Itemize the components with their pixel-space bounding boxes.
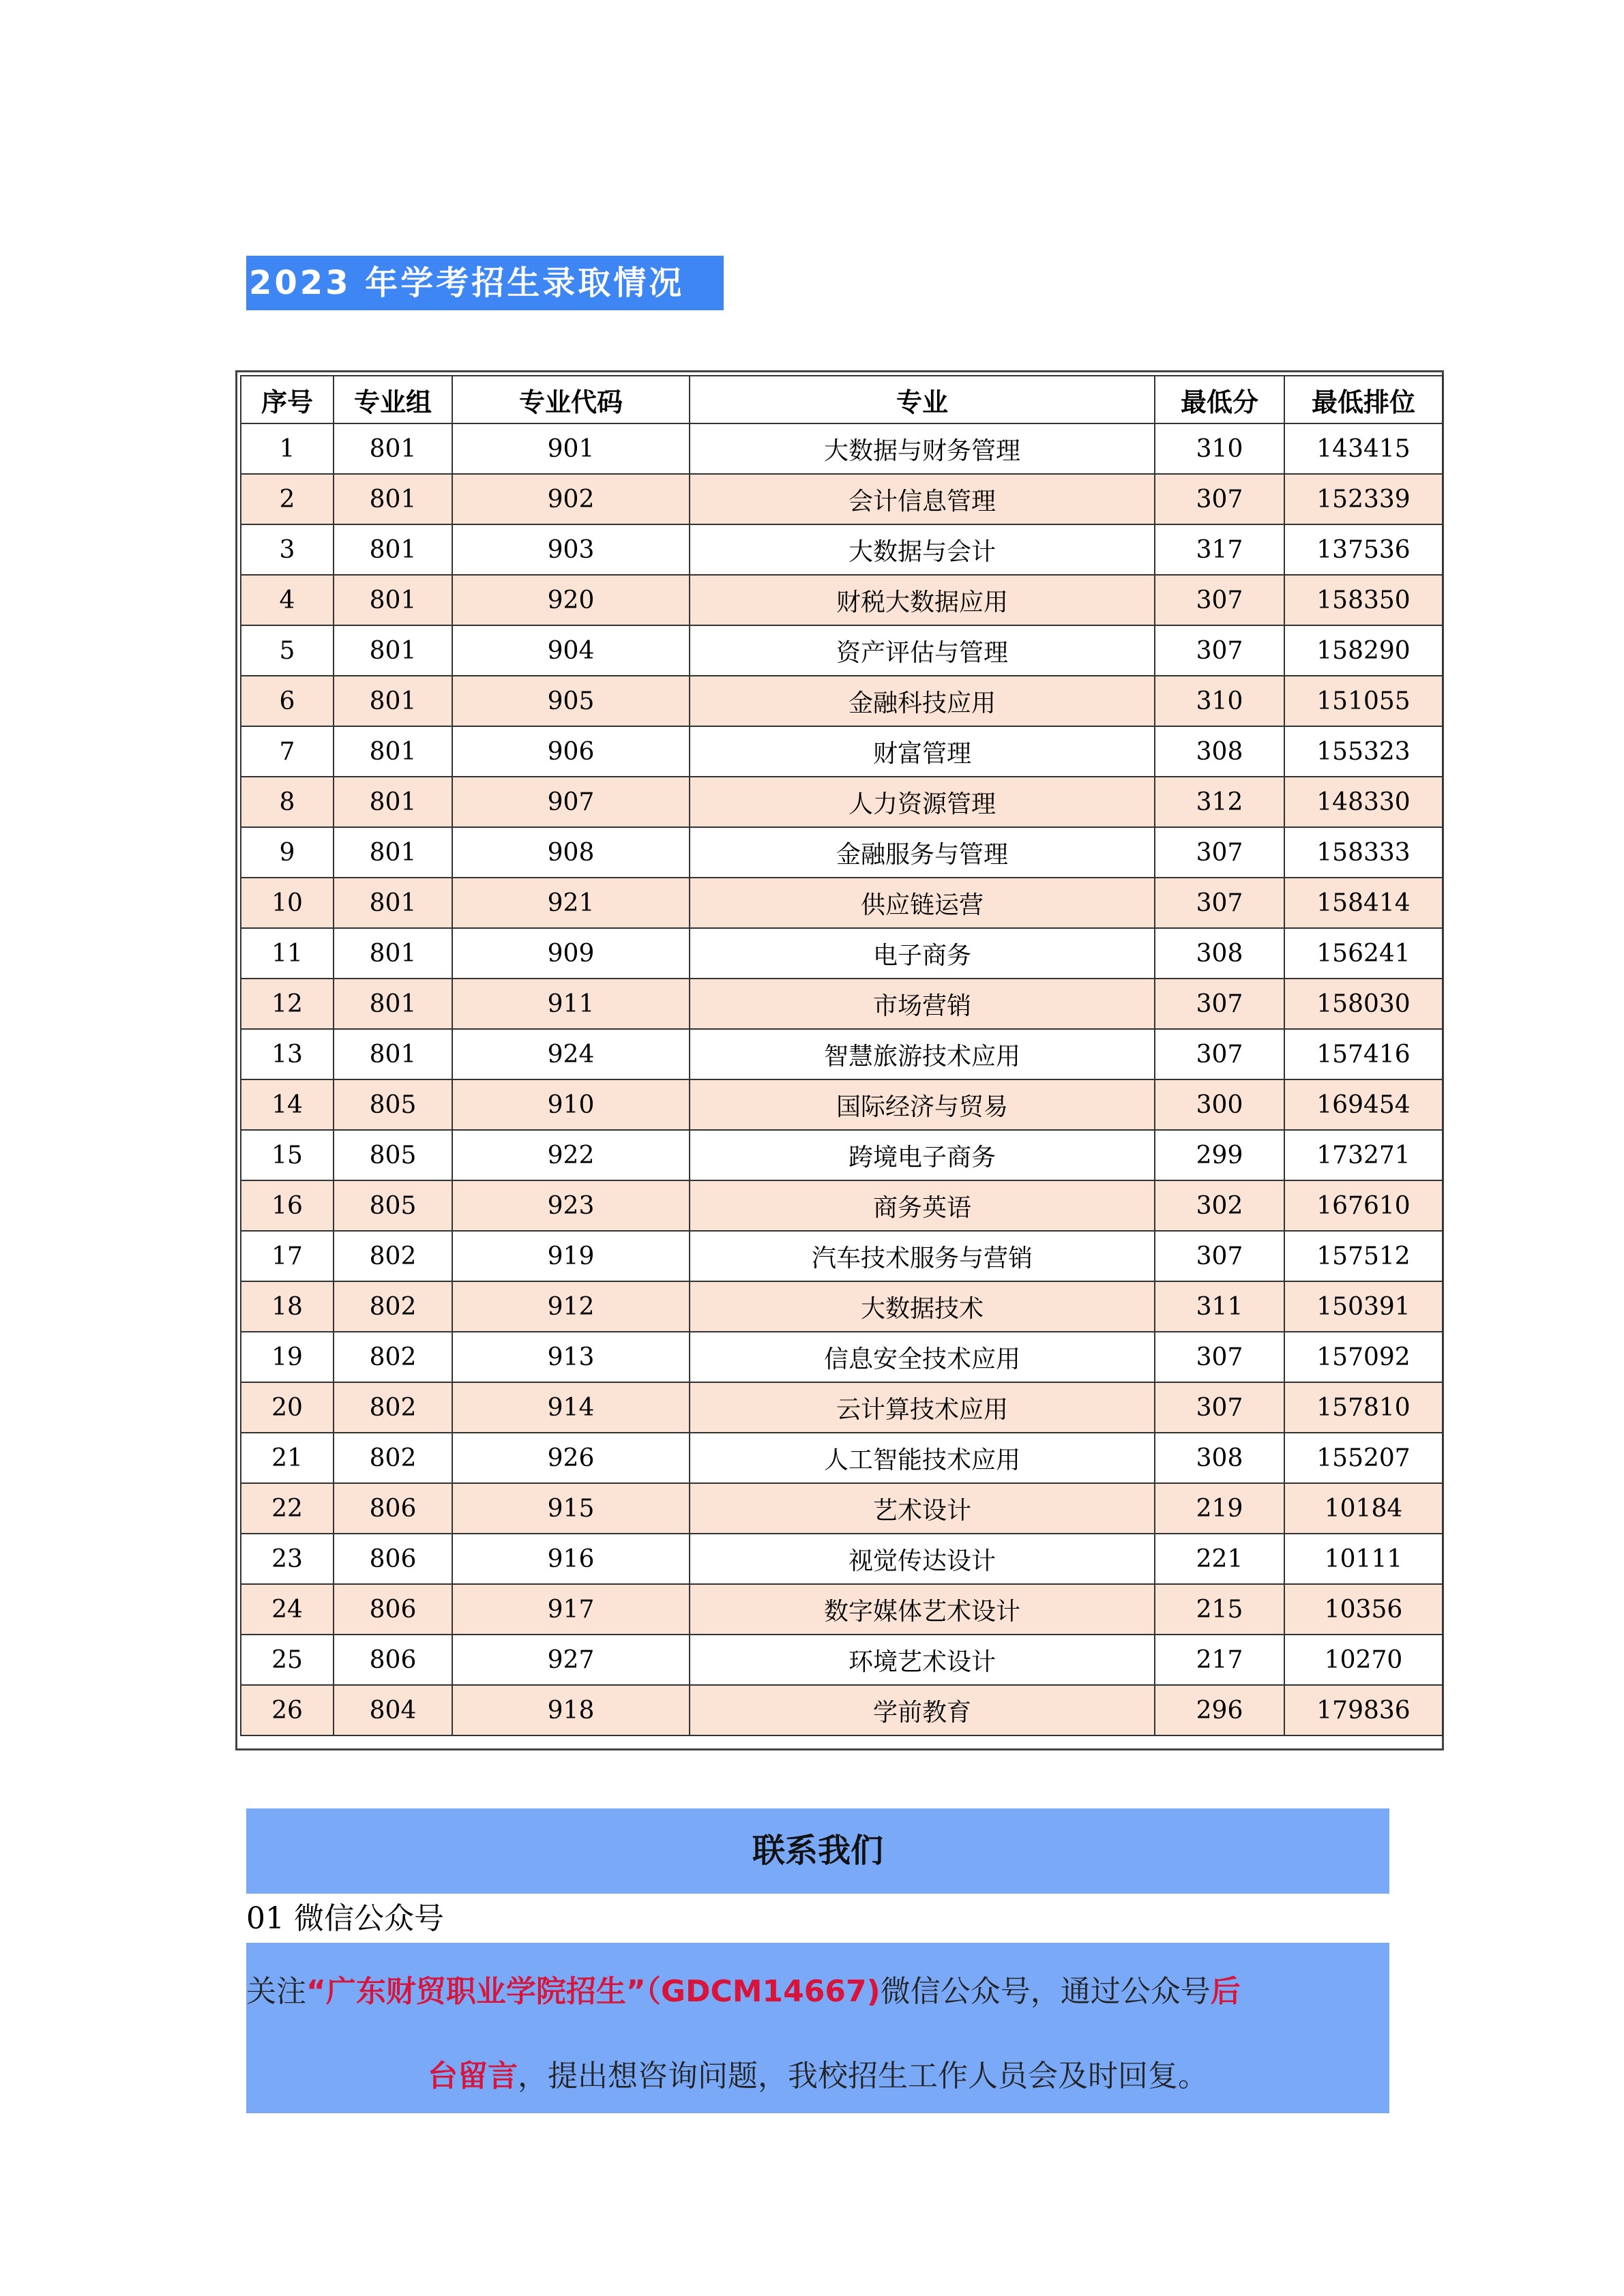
header-min-score: 最低分 (1155, 376, 1284, 423)
cell-major: 人工智能技术应用 (690, 1433, 1155, 1483)
cell-min-rank: 156241 (1284, 928, 1443, 979)
cell-group: 801 (334, 524, 452, 575)
cell-min-rank: 157416 (1284, 1029, 1443, 1079)
cell-major: 商务英语 (690, 1180, 1155, 1231)
section-title: 2023 年学考招生录取情况 (246, 256, 724, 310)
cell-index: 22 (241, 1483, 334, 1534)
cell-index: 23 (241, 1534, 334, 1584)
cell-major: 人力资源管理 (690, 777, 1155, 827)
cell-min-rank: 158350 (1284, 575, 1443, 625)
cell-major: 大数据与财务管理 (690, 423, 1155, 474)
cell-code: 902 (452, 474, 690, 524)
cell-index: 2 (241, 474, 334, 524)
table-row (241, 1382, 1443, 1433)
cell-major: 财富管理 (690, 726, 1155, 777)
cell-major: 大数据与会计 (690, 524, 1155, 575)
cell-index: 6 (241, 676, 334, 726)
admission-table-container (235, 370, 1444, 1750)
cell-major: 金融科技应用 (690, 676, 1155, 726)
cell-code: 916 (452, 1534, 690, 1584)
cell-min-score: 311 (1155, 1281, 1284, 1332)
cell-major: 云计算技术应用 (690, 1382, 1155, 1433)
cell-min-score: 307 (1155, 1382, 1284, 1433)
cell-code: 910 (452, 1079, 690, 1130)
cell-major: 跨境电子商务 (690, 1130, 1155, 1180)
cell-group: 801 (334, 625, 452, 676)
header-index: 序号 (241, 376, 334, 423)
cell-code: 913 (452, 1332, 690, 1382)
cell-major: 数字媒体艺术设计 (690, 1584, 1155, 1635)
cell-code: 927 (452, 1635, 690, 1685)
cell-code: 924 (452, 1029, 690, 1079)
table-row (241, 676, 1443, 726)
header-group: 专业组 (334, 376, 452, 423)
cell-index: 1 (241, 423, 334, 474)
cell-min-score: 307 (1155, 1231, 1284, 1281)
cell-min-rank: 150391 (1284, 1281, 1443, 1332)
cell-major: 供应链运营 (690, 878, 1155, 928)
cell-index: 15 (241, 1130, 334, 1180)
table-row (241, 625, 1443, 676)
table-row (241, 777, 1443, 827)
table-row (241, 474, 1443, 524)
cell-code: 911 (452, 979, 690, 1029)
cell-code: 921 (452, 878, 690, 928)
cell-major: 艺术设计 (690, 1483, 1155, 1534)
cell-group: 802 (334, 1231, 452, 1281)
cell-code: 923 (452, 1180, 690, 1231)
cell-min-rank: 10356 (1284, 1584, 1443, 1635)
cell-major: 资产评估与管理 (690, 625, 1155, 676)
wechat-info-box (246, 1943, 1389, 2113)
table-row (241, 1130, 1443, 1180)
cell-min-score: 310 (1155, 423, 1284, 474)
table-row (241, 1483, 1443, 1534)
cell-group: 802 (334, 1382, 452, 1433)
cell-group: 801 (334, 1029, 452, 1079)
cell-min-score: 307 (1155, 1332, 1284, 1382)
cell-major: 电子商务 (690, 928, 1155, 979)
table-row (241, 575, 1443, 625)
cell-code: 903 (452, 524, 690, 575)
cell-code: 909 (452, 928, 690, 979)
table-body (241, 423, 1443, 1735)
table-row (241, 1433, 1443, 1483)
cell-code: 920 (452, 575, 690, 625)
cell-code: 907 (452, 777, 690, 827)
cell-min-score: 215 (1155, 1584, 1284, 1635)
table-row (241, 1332, 1443, 1382)
cell-index: 10 (241, 878, 334, 928)
cell-group: 802 (334, 1433, 452, 1483)
cell-min-rank: 155207 (1284, 1433, 1443, 1483)
cell-code: 926 (452, 1433, 690, 1483)
cell-group: 801 (334, 726, 452, 777)
cell-major: 信息安全技术应用 (690, 1332, 1155, 1382)
cell-major: 智慧旅游技术应用 (690, 1029, 1155, 1079)
cell-group: 806 (334, 1534, 452, 1584)
cell-min-score: 307 (1155, 575, 1284, 625)
account-name: “广东财贸职业学院招生” (306, 1974, 646, 2009)
table-row (241, 1180, 1443, 1231)
table-row (241, 1534, 1443, 1584)
wechat-subheading: 01 微信公众号 (246, 1901, 444, 1936)
cell-min-rank: 137536 (1284, 524, 1443, 575)
admission-table (240, 375, 1443, 1736)
highlight-backend-1: 后 (1210, 1974, 1241, 2009)
cell-group: 805 (334, 1180, 452, 1231)
cell-major: 环境艺术设计 (690, 1635, 1155, 1685)
cell-index: 24 (241, 1584, 334, 1635)
cell-index: 21 (241, 1433, 334, 1483)
cell-index: 25 (241, 1635, 334, 1685)
cell-min-score: 308 (1155, 726, 1284, 777)
cell-code: 914 (452, 1382, 690, 1433)
cell-min-rank: 157810 (1284, 1382, 1443, 1433)
cell-group: 801 (334, 474, 452, 524)
cell-group: 801 (334, 979, 452, 1029)
cell-min-rank: 155323 (1284, 726, 1443, 777)
cell-min-score: 310 (1155, 676, 1284, 726)
cell-index: 14 (241, 1079, 334, 1130)
cell-major: 视觉传达设计 (690, 1534, 1155, 1584)
cell-index: 12 (241, 979, 334, 1029)
cell-group: 806 (334, 1635, 452, 1685)
wechat-info-line-1 (246, 1950, 1389, 2034)
cell-group: 806 (334, 1584, 452, 1635)
table-row (241, 1281, 1443, 1332)
cell-group: 802 (334, 1332, 452, 1382)
cell-group: 801 (334, 827, 452, 878)
cell-index: 20 (241, 1382, 334, 1433)
account-id: （GDCM14667) (645, 1974, 881, 2009)
cell-code: 904 (452, 625, 690, 676)
cell-min-rank: 179836 (1284, 1685, 1443, 1735)
cell-min-rank: 158290 (1284, 625, 1443, 676)
table-row (241, 1079, 1443, 1130)
cell-code: 917 (452, 1584, 690, 1635)
cell-code: 915 (452, 1483, 690, 1534)
table-row (241, 423, 1443, 474)
cell-index: 18 (241, 1281, 334, 1332)
cell-min-rank: 10184 (1284, 1483, 1443, 1534)
cell-major: 财税大数据应用 (690, 575, 1155, 625)
cell-index: 5 (241, 625, 334, 676)
cell-index: 11 (241, 928, 334, 979)
cell-code: 906 (452, 726, 690, 777)
table-row (241, 979, 1443, 1029)
cell-index: 17 (241, 1231, 334, 1281)
table-row (241, 1231, 1443, 1281)
cell-code: 912 (452, 1281, 690, 1332)
cell-code: 908 (452, 827, 690, 878)
highlight-backend-2: 台留言 (428, 2059, 518, 2093)
cell-min-score: 307 (1155, 625, 1284, 676)
header-code: 专业代码 (452, 376, 690, 423)
cell-major: 市场营销 (690, 979, 1155, 1029)
cell-min-rank: 151055 (1284, 676, 1443, 726)
cell-major: 汽车技术服务与营销 (690, 1231, 1155, 1281)
wechat-info-line-2 (246, 2034, 1389, 2119)
cell-index: 16 (241, 1180, 334, 1231)
cell-min-score: 296 (1155, 1685, 1284, 1735)
table-row (241, 827, 1443, 878)
cell-major: 会计信息管理 (690, 474, 1155, 524)
cell-min-rank: 10111 (1284, 1534, 1443, 1584)
cell-group: 805 (334, 1130, 452, 1180)
cell-group: 805 (334, 1079, 452, 1130)
cell-min-rank: 148330 (1284, 777, 1443, 827)
cell-min-rank: 158333 (1284, 827, 1443, 878)
cell-group: 801 (334, 676, 452, 726)
table-row (241, 1685, 1443, 1735)
cell-min-score: 307 (1155, 1029, 1284, 1079)
cell-min-rank: 167610 (1284, 1180, 1443, 1231)
cell-min-rank: 158414 (1284, 878, 1443, 928)
cell-code: 901 (452, 423, 690, 474)
cell-min-score: 217 (1155, 1635, 1284, 1685)
header-min-rank: 最低排位 (1284, 376, 1443, 423)
table-row (241, 1635, 1443, 1685)
table-row (241, 1584, 1443, 1635)
cell-group: 801 (334, 423, 452, 474)
cell-index: 26 (241, 1685, 334, 1735)
cell-min-score: 307 (1155, 878, 1284, 928)
cell-major: 学前教育 (690, 1685, 1155, 1735)
cell-min-score: 307 (1155, 827, 1284, 878)
cell-group: 801 (334, 878, 452, 928)
table-row (241, 1029, 1443, 1079)
cell-min-score: 307 (1155, 474, 1284, 524)
cell-min-score: 308 (1155, 1433, 1284, 1483)
cell-group: 802 (334, 1281, 452, 1332)
cell-min-rank: 157512 (1284, 1231, 1443, 1281)
table-row (241, 928, 1443, 979)
table-row (241, 878, 1443, 928)
table-row (241, 524, 1443, 575)
cell-index: 3 (241, 524, 334, 575)
text-wechat-account: 微信公众号，通过公众号 (880, 1974, 1211, 2009)
cell-code: 918 (452, 1685, 690, 1735)
cell-group: 804 (334, 1685, 452, 1735)
cell-min-rank: 143415 (1284, 423, 1443, 474)
text-follow: 关注 (246, 1974, 306, 2009)
cell-min-score: 317 (1155, 524, 1284, 575)
cell-index: 19 (241, 1332, 334, 1382)
text-reply: ，提出想咨询问题，我校招生工作人员会及时回复。 (518, 2059, 1208, 2093)
cell-min-score: 300 (1155, 1079, 1284, 1130)
cell-min-rank: 169454 (1284, 1079, 1443, 1130)
cell-min-score: 308 (1155, 928, 1284, 979)
cell-min-rank: 173271 (1284, 1130, 1443, 1180)
cell-index: 8 (241, 777, 334, 827)
table-row (241, 726, 1443, 777)
cell-group: 801 (334, 928, 452, 979)
cell-major: 大数据技术 (690, 1281, 1155, 1332)
cell-major: 国际经济与贸易 (690, 1079, 1155, 1130)
table-header-row (241, 376, 1443, 423)
cell-group: 806 (334, 1483, 452, 1534)
cell-group: 801 (334, 575, 452, 625)
cell-code: 919 (452, 1231, 690, 1281)
cell-min-rank: 152339 (1284, 474, 1443, 524)
cell-code: 905 (452, 676, 690, 726)
cell-index: 9 (241, 827, 334, 878)
cell-code: 922 (452, 1130, 690, 1180)
cell-index: 4 (241, 575, 334, 625)
cell-min-score: 221 (1155, 1534, 1284, 1584)
cell-index: 13 (241, 1029, 334, 1079)
header-major: 专业 (690, 376, 1155, 423)
contact-header: 联系我们 (246, 1808, 1389, 1894)
cell-group: 801 (334, 777, 452, 827)
cell-min-rank: 157092 (1284, 1332, 1443, 1382)
cell-min-score: 219 (1155, 1483, 1284, 1534)
cell-index: 7 (241, 726, 334, 777)
cell-min-rank: 158030 (1284, 979, 1443, 1029)
cell-major: 金融服务与管理 (690, 827, 1155, 878)
cell-min-score: 302 (1155, 1180, 1284, 1231)
cell-min-score: 307 (1155, 979, 1284, 1029)
cell-min-score: 312 (1155, 777, 1284, 827)
cell-min-rank: 10270 (1284, 1635, 1443, 1685)
cell-min-score: 299 (1155, 1130, 1284, 1180)
